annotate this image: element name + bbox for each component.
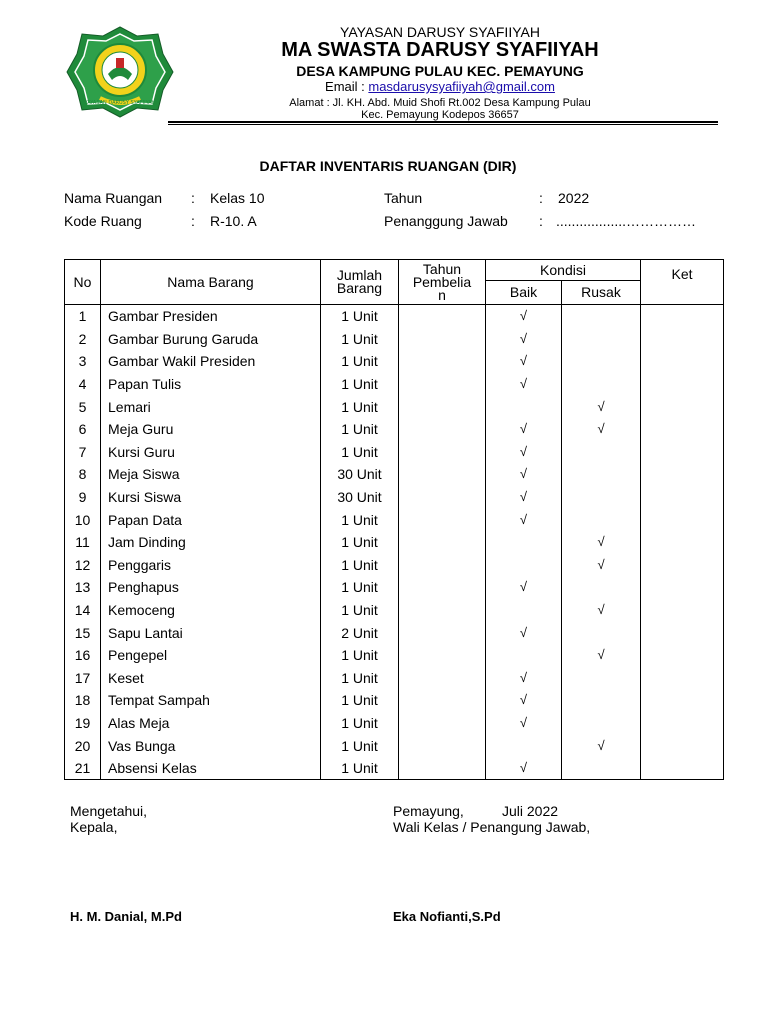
year-value: 2022 — [558, 190, 590, 206]
table-row — [65, 576, 724, 599]
row-quantity: 1 Unit — [321, 373, 399, 396]
row-damaged-check — [562, 689, 641, 712]
row-note — [641, 441, 724, 464]
row-damaged-check — [562, 576, 641, 599]
table-row — [65, 508, 724, 531]
row-good-check — [486, 644, 562, 667]
row-note — [641, 576, 724, 599]
row-no: 5 — [65, 395, 101, 418]
row-quantity: 1 Unit — [321, 350, 399, 373]
header-condition: Kondisi — [486, 260, 641, 281]
row-note — [641, 757, 724, 780]
row-item-name: Tempat Sampah — [101, 689, 321, 712]
row-damaged-check: √ — [562, 395, 641, 418]
row-quantity: 1 Unit — [321, 328, 399, 351]
row-note — [641, 486, 724, 509]
room-code-label: Kode Ruang — [64, 213, 142, 229]
email-line — [190, 79, 690, 94]
sig-right-date: Juli 2022 — [502, 803, 559, 819]
row-purchase-year — [399, 328, 486, 351]
header-quantity-line1: Jumlah — [336, 267, 383, 283]
row-purchase-year — [399, 712, 486, 735]
sig-left-line2: Kepala, — [70, 819, 118, 835]
row-quantity: 1 Unit — [321, 441, 399, 464]
row-no: 12 — [65, 554, 101, 577]
row-damaged-check — [562, 486, 641, 509]
row-quantity: 1 Unit — [321, 305, 399, 328]
table-row — [65, 531, 724, 554]
table-row — [65, 667, 724, 690]
row-no: 4 — [65, 373, 101, 396]
row-note — [641, 328, 724, 351]
sig-right-place: Pemayung, — [393, 803, 464, 819]
row-purchase-year — [399, 554, 486, 577]
row-note — [641, 554, 724, 577]
row-no: 2 — [65, 328, 101, 351]
table-row — [65, 463, 724, 486]
row-item-name: Meja Siswa — [101, 463, 321, 486]
school-name: MA SWASTA DARUSY SYAFIIYAH — [281, 39, 599, 61]
year-label: Tahun — [384, 190, 423, 206]
row-purchase-year — [399, 350, 486, 373]
row-purchase-year — [399, 689, 486, 712]
headmaster-name: H. M. Danial, M.Pd — [70, 909, 182, 924]
table-row — [65, 621, 724, 644]
colon: : — [539, 190, 543, 206]
row-note — [641, 667, 724, 690]
row-good-check — [486, 554, 562, 577]
row-note — [641, 418, 724, 441]
row-quantity: 30 Unit — [321, 486, 399, 509]
row-item-name: Gambar Presiden — [101, 305, 321, 328]
address-line-1: Alamat : Jl. KH. Abd. Muid Shofi Rt.002 Desa Kampung Pulau — [289, 97, 591, 109]
table-row — [65, 757, 724, 780]
row-purchase-year — [399, 576, 486, 599]
row-purchase-year — [399, 621, 486, 644]
table-row — [65, 418, 724, 441]
row-item-name: Gambar Burung Garuda — [101, 328, 321, 351]
inventory-table — [64, 259, 724, 780]
room-name-label: Nama Ruangan — [64, 190, 163, 206]
table-row — [65, 486, 724, 509]
colon: : — [191, 190, 195, 206]
row-damaged-check — [562, 712, 641, 735]
header-damaged: Rusak — [562, 281, 641, 305]
row-damaged-check — [562, 350, 641, 373]
row-quantity: 1 Unit — [321, 508, 399, 531]
row-quantity: 1 Unit — [321, 734, 399, 757]
row-item-name: Pengepel — [101, 644, 321, 667]
row-no: 18 — [65, 689, 101, 712]
row-item-name: Kursi Guru — [101, 441, 321, 464]
row-note — [641, 712, 724, 735]
svg-text:YAYASAN DARUSY SYAFIIYAH: YAYASAN DARUSY SYAFIIYAH — [84, 100, 156, 106]
table-row — [65, 712, 724, 735]
row-item-name: Gambar Wakil Presiden — [101, 350, 321, 373]
row-damaged-check: √ — [562, 599, 641, 622]
row-purchase-year — [399, 644, 486, 667]
row-good-check — [486, 734, 562, 757]
row-quantity: 1 Unit — [321, 599, 399, 622]
row-quantity: 1 Unit — [321, 531, 399, 554]
row-item-name: Penggaris — [101, 554, 321, 577]
row-no: 7 — [65, 441, 101, 464]
row-quantity: 1 Unit — [321, 667, 399, 690]
row-good-check: √ — [486, 757, 562, 780]
row-damaged-check — [562, 441, 641, 464]
row-good-check: √ — [486, 508, 562, 531]
row-no: 9 — [65, 486, 101, 509]
row-good-check: √ — [486, 350, 562, 373]
row-damaged-check — [562, 508, 641, 531]
room-code-value: R-10. A — [210, 213, 257, 229]
table-row — [65, 689, 724, 712]
row-purchase-year — [399, 734, 486, 757]
header-note: Ket — [641, 260, 724, 305]
row-note — [641, 373, 724, 396]
row-purchase-year — [399, 508, 486, 531]
row-purchase-year — [399, 531, 486, 554]
table-row — [65, 373, 724, 396]
header-item-name: Nama Barang — [101, 260, 321, 305]
row-purchase-year — [399, 757, 486, 780]
row-purchase-year — [399, 305, 486, 328]
header-purchase-year — [399, 260, 486, 305]
row-good-check: √ — [486, 667, 562, 690]
row-no: 1 — [65, 305, 101, 328]
row-no: 10 — [65, 508, 101, 531]
row-item-name: Vas Bunga — [101, 734, 321, 757]
row-note — [641, 689, 724, 712]
colon: : — [539, 213, 543, 229]
table-row — [65, 734, 724, 757]
row-no: 11 — [65, 531, 101, 554]
row-good-check: √ — [486, 486, 562, 509]
email-link[interactable]: masdarusysyafiiyah@gmail.com — [368, 79, 555, 94]
school-location: DESA KAMPUNG PULAU KEC. PEMAYUNG — [296, 63, 584, 79]
row-no: 8 — [65, 463, 101, 486]
row-item-name: Kursi Siswa — [101, 486, 321, 509]
row-good-check: √ — [486, 305, 562, 328]
row-quantity: 1 Unit — [321, 757, 399, 780]
foundation-name: YAYASAN DARUSY SYAFIIYAH — [340, 24, 540, 40]
row-good-check: √ — [486, 373, 562, 396]
row-note — [641, 599, 724, 622]
row-good-check: √ — [486, 621, 562, 644]
header-quantity-line2: Barang — [336, 280, 383, 296]
row-item-name: Penghapus — [101, 576, 321, 599]
inventory-table-body — [65, 305, 724, 780]
row-damaged-check — [562, 757, 641, 780]
row-good-check — [486, 395, 562, 418]
row-quantity: 1 Unit — [321, 712, 399, 735]
row-no: 17 — [65, 667, 101, 690]
row-item-name: Alas Meja — [101, 712, 321, 735]
row-note — [641, 644, 724, 667]
row-note — [641, 395, 724, 418]
header-divider-thick — [168, 121, 718, 123]
row-item-name: Jam Dinding — [101, 531, 321, 554]
header-year-line1: Tahun — [422, 260, 462, 277]
table-row — [65, 305, 724, 328]
row-purchase-year — [399, 667, 486, 690]
row-quantity: 1 Unit — [321, 418, 399, 441]
school-logo-icon — [64, 24, 176, 120]
header-quantity — [321, 260, 399, 305]
row-damaged-check: √ — [562, 531, 641, 554]
room-name-value: Kelas 10 — [210, 190, 265, 206]
row-no: 16 — [65, 644, 101, 667]
row-purchase-year — [399, 395, 486, 418]
pic-label: Penanggung Jawab — [384, 213, 508, 229]
row-good-check — [486, 531, 562, 554]
row-quantity: 1 Unit — [321, 689, 399, 712]
row-damaged-check — [562, 463, 641, 486]
address-line-2: Kec. Pemayung Kodepos 36657 — [361, 109, 519, 121]
row-damaged-check — [562, 373, 641, 396]
row-good-check: √ — [486, 418, 562, 441]
row-note — [641, 508, 724, 531]
row-note — [641, 305, 724, 328]
header-divider-thin — [168, 124, 718, 125]
row-damaged-check — [562, 667, 641, 690]
row-good-check: √ — [486, 712, 562, 735]
row-no: 21 — [65, 757, 101, 780]
row-damaged-check — [562, 621, 641, 644]
row-purchase-year — [399, 599, 486, 622]
row-note — [641, 350, 724, 373]
pic-value: ..................…………… — [556, 213, 697, 229]
row-note — [641, 621, 724, 644]
row-quantity: 2 Unit — [321, 621, 399, 644]
row-item-name: Kemoceng — [101, 599, 321, 622]
row-item-name: Sapu Lantai — [101, 621, 321, 644]
row-purchase-year — [399, 463, 486, 486]
row-good-check: √ — [486, 328, 562, 351]
row-damaged-check — [562, 305, 641, 328]
row-item-name: Papan Data — [101, 508, 321, 531]
row-no: 13 — [65, 576, 101, 599]
row-good-check: √ — [486, 463, 562, 486]
row-damaged-check: √ — [562, 418, 641, 441]
row-quantity: 1 Unit — [321, 576, 399, 599]
row-item-name: Lemari — [101, 395, 321, 418]
table-row — [65, 395, 724, 418]
row-good-check: √ — [486, 441, 562, 464]
row-no: 3 — [65, 350, 101, 373]
table-row — [65, 554, 724, 577]
sig-right-line2: Wali Kelas / Penangung Jawab, — [393, 819, 591, 835]
row-item-name: Keset — [101, 667, 321, 690]
row-good-check — [486, 599, 562, 622]
row-quantity: 1 Unit — [321, 395, 399, 418]
header-year-line2: Pembelia — [412, 273, 472, 290]
row-note — [641, 463, 724, 486]
homeroom-teacher-name: Eka Nofianti,S.Pd — [393, 909, 501, 924]
row-damaged-check: √ — [562, 644, 641, 667]
header-no: No — [65, 260, 101, 305]
row-purchase-year — [399, 373, 486, 396]
row-quantity: 1 Unit — [321, 644, 399, 667]
row-no: 15 — [65, 621, 101, 644]
table-row — [65, 328, 724, 351]
row-good-check: √ — [486, 576, 562, 599]
row-no: 20 — [65, 734, 101, 757]
document-title: DAFTAR INVENTARIS RUANGAN (DIR) — [259, 158, 517, 174]
table-row — [65, 441, 724, 464]
table-row — [65, 599, 724, 622]
row-damaged-check — [562, 328, 641, 351]
row-no: 19 — [65, 712, 101, 735]
row-no: 6 — [65, 418, 101, 441]
table-row — [65, 644, 724, 667]
header-year-line3: n — [438, 286, 446, 303]
row-quantity: 1 Unit — [321, 554, 399, 577]
row-good-check: √ — [486, 689, 562, 712]
table-row — [65, 350, 724, 373]
email-label: Email : — [325, 79, 369, 94]
row-item-name: Absensi Kelas — [101, 757, 321, 780]
row-note — [641, 734, 724, 757]
row-note — [641, 531, 724, 554]
colon: : — [191, 213, 195, 229]
row-purchase-year — [399, 486, 486, 509]
row-item-name: Meja Guru — [101, 418, 321, 441]
row-damaged-check: √ — [562, 554, 641, 577]
row-purchase-year — [399, 418, 486, 441]
row-purchase-year — [399, 441, 486, 464]
row-quantity: 30 Unit — [321, 463, 399, 486]
sig-left-line1: Mengetahui, — [70, 803, 148, 819]
row-item-name: Papan Tulis — [101, 373, 321, 396]
header-good: Baik — [486, 281, 562, 305]
row-no: 14 — [65, 599, 101, 622]
row-damaged-check: √ — [562, 734, 641, 757]
